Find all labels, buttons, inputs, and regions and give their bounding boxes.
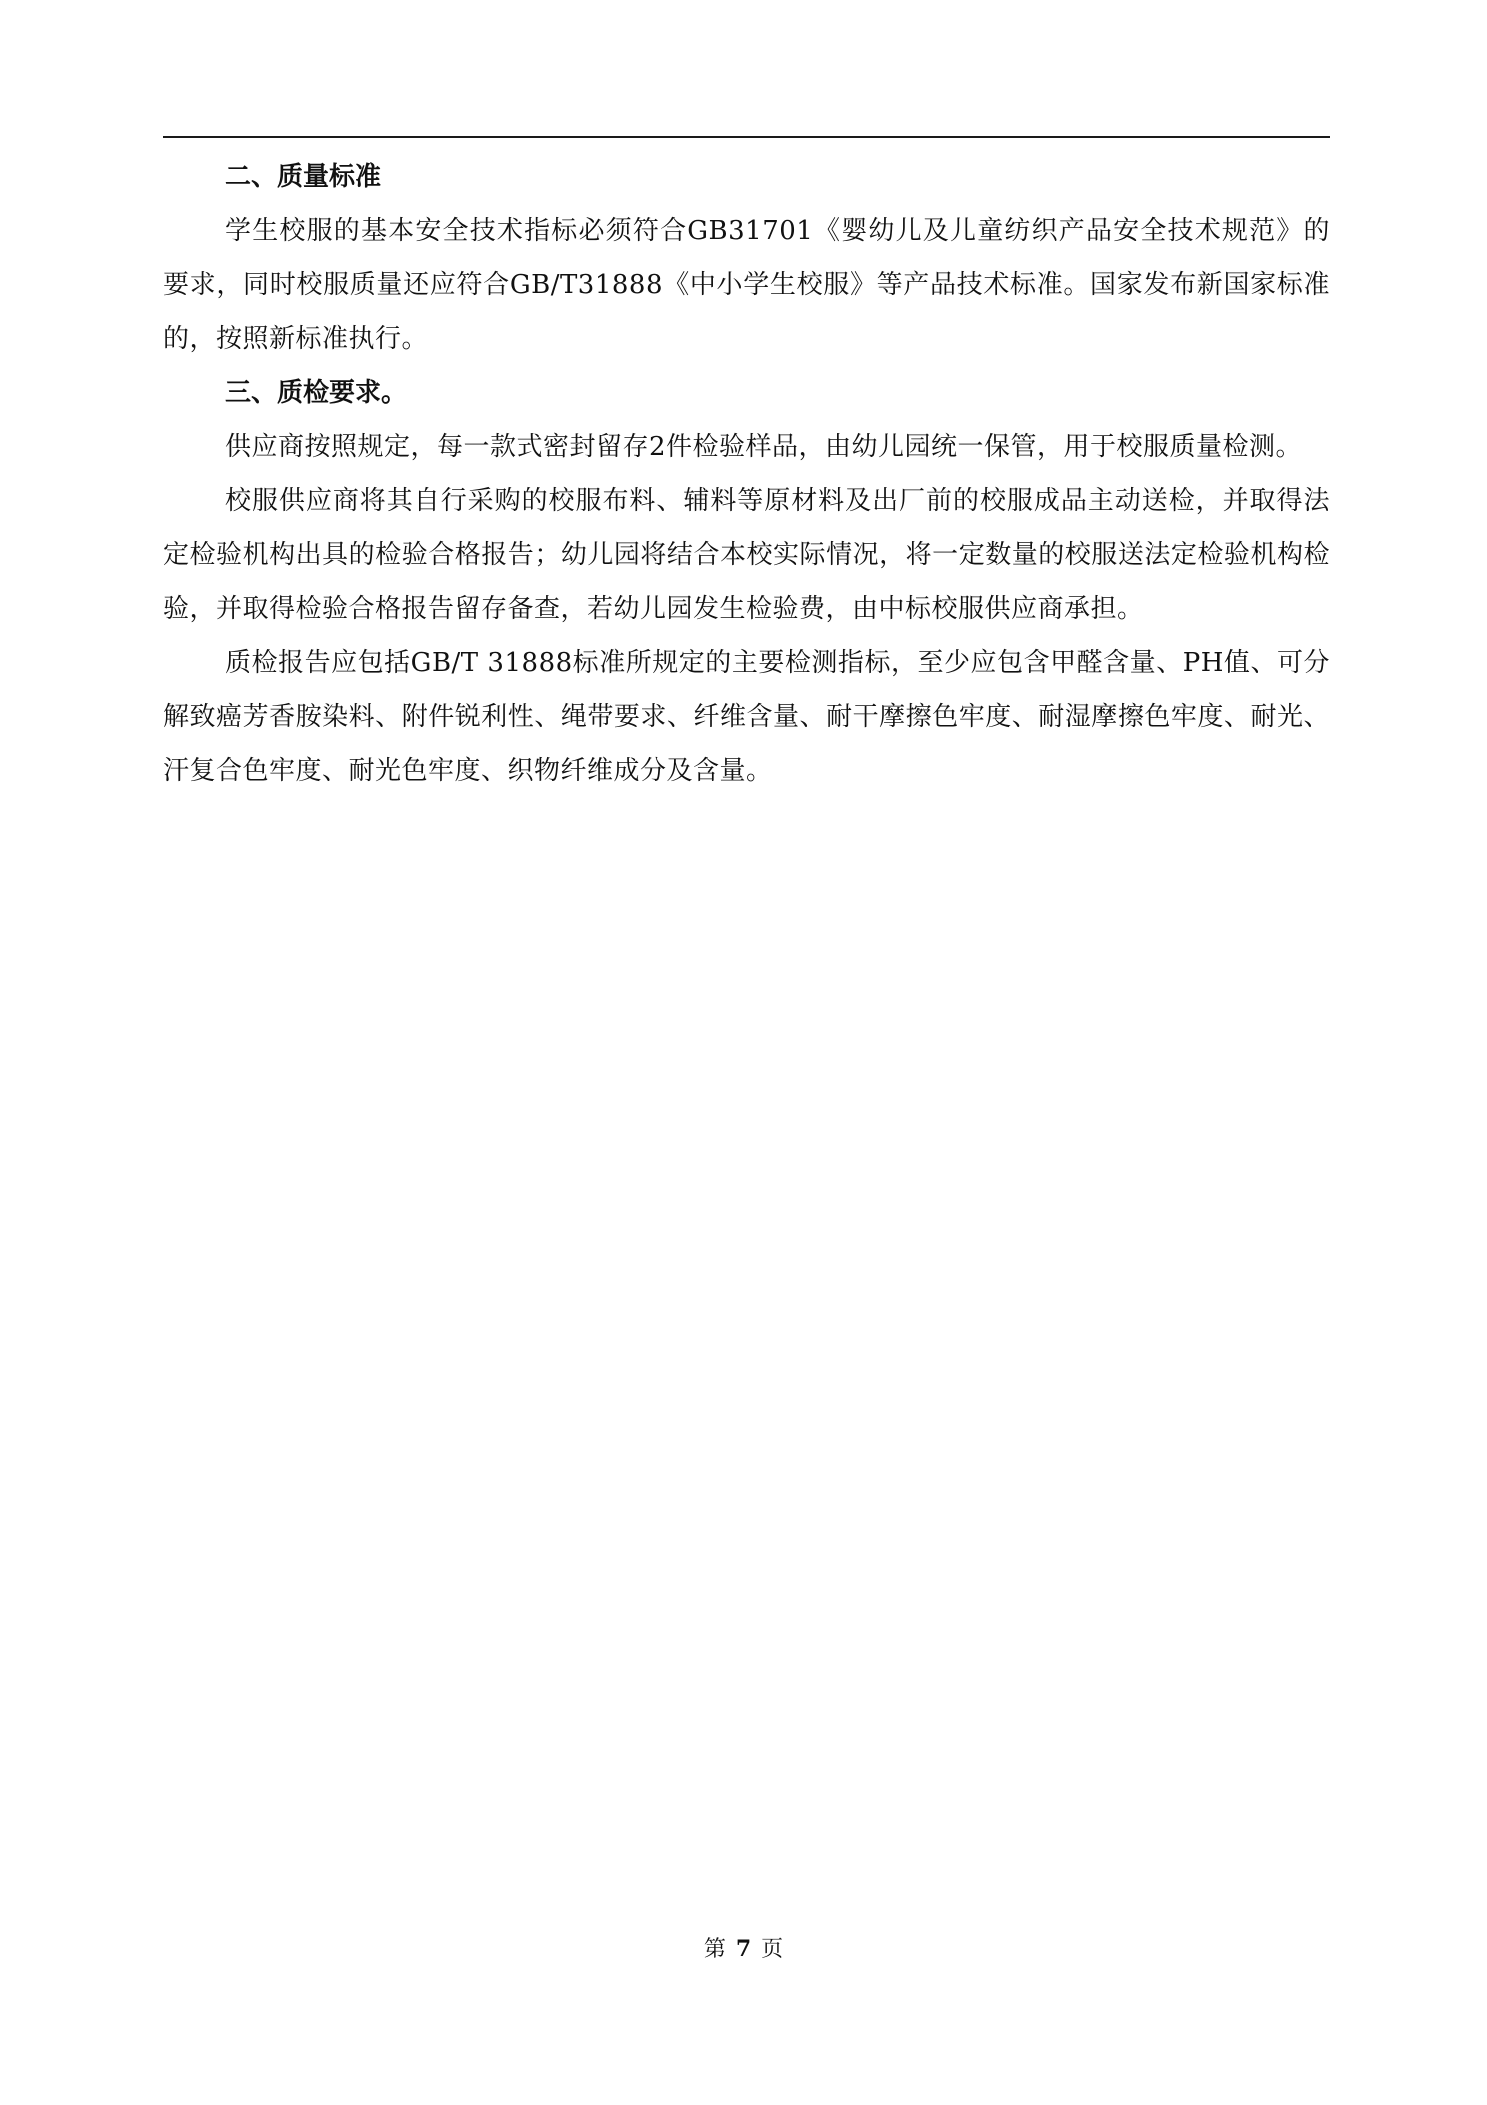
page-suffix: 页 bbox=[761, 1937, 784, 1962]
header-rule bbox=[163, 136, 1330, 138]
page-number: 7 bbox=[735, 1936, 752, 1962]
document-body bbox=[163, 150, 1330, 798]
section-heading-inspection-requirements: 三、质检要求。 bbox=[225, 378, 408, 408]
paragraph-sample-retention: 供应商按照规定，每一款式密封留存2件检验样品，由幼儿园统一保管，用于校服质量检测。 bbox=[225, 432, 1303, 462]
page-prefix: 第 bbox=[703, 1937, 726, 1962]
section-heading-quality-standard: 二、质量标准 bbox=[225, 162, 382, 192]
paragraph-report-indicators: 质检报告应包括GB/T 31888标准所规定的主要检测指标，至少应包含甲醛含量、PH值、可分解致癌芳香胺染料、附件锐利性、绳带要求、纤维含量、耐干摩擦色牢度、耐湿摩擦色牢度、耐光、汗复合色牢度、耐光色牢度、织物纤维成分及含量。 bbox=[163, 648, 1330, 786]
page-footer bbox=[0, 1932, 1487, 1963]
paragraph-quality-standard: 学生校服的基本安全技术指标必须符合GB31701《婴幼儿及儿童纺织产品安全技术规范》的要求，同时校服质量还应符合GB/T31888《中小学生校服》等产品技术标准。国家发布新国家标准的，按照新标准执行。 bbox=[163, 216, 1330, 354]
paragraph-inspection-procedure: 校服供应商将其自行采购的校服布料、辅料等原材料及出厂前的校服成品主动送检，并取得法定检验机构出具的检验合格报告；幼儿园将结合本校实际情况，将一定数量的校服送法定检验机构检验，并取得检验合格报告留存备查，若幼儿园发生检验费，由中标校服供应商承担。 bbox=[163, 486, 1330, 624]
